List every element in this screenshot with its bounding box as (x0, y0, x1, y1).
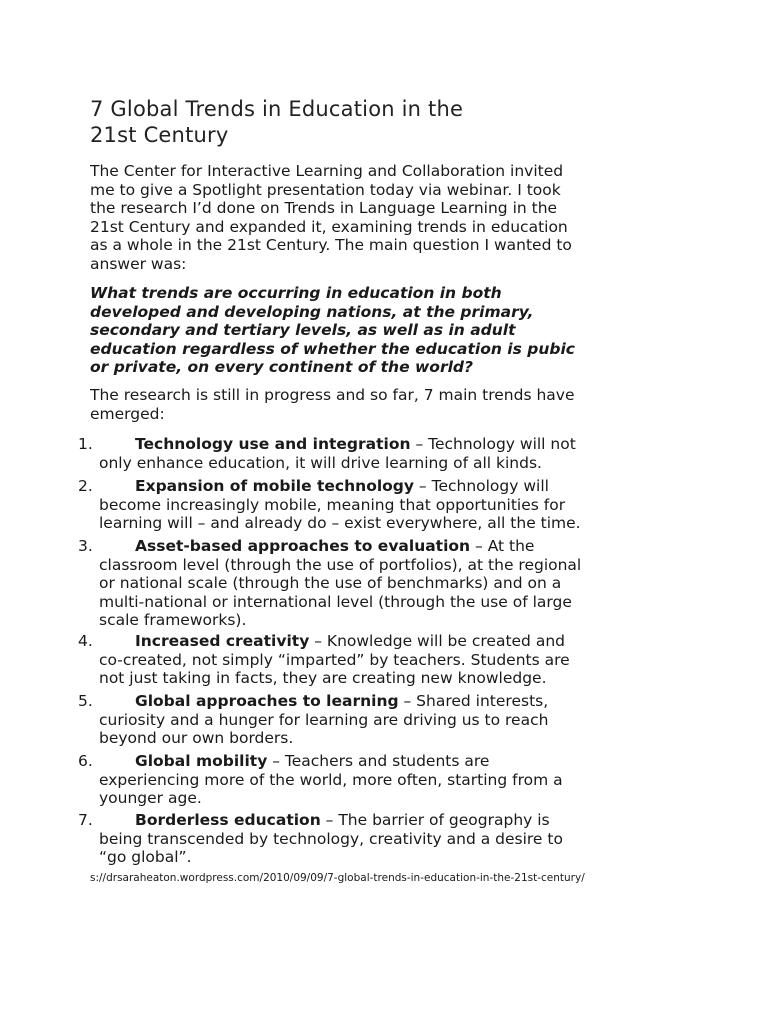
trend-text: – Shared interests, (398, 692, 549, 710)
trend-item-1 (78, 435, 684, 472)
trend-item-7 (78, 811, 684, 867)
trend-name: Technology use and integration (135, 435, 411, 453)
trend-name: Expansion of mobile technology (135, 477, 414, 495)
trend-number: 5. (78, 692, 93, 710)
trend-text: co-created, not simply “imparted” by teachers. Students are (99, 650, 570, 669)
title-line: 7 Global Trends in Education in the (90, 97, 464, 121)
trend-name: Asset-based approaches to evaluation (135, 537, 471, 555)
progress-line: emerged: (90, 404, 165, 423)
page-title (90, 96, 650, 148)
trend-text: experiencing more of the world, more often, starting from a (99, 770, 563, 789)
question-line: or private, on every continent of the world? (90, 358, 473, 376)
trend-item-6 (78, 752, 684, 808)
trend-name: Increased creativity (135, 632, 310, 650)
research-question (90, 284, 680, 377)
trend-name: Global approaches to learning (135, 692, 399, 710)
trend-number: 2. (78, 477, 93, 495)
question-line: developed and developing nations, at the primary, (90, 302, 534, 321)
trend-text: learning will – and already do – exist everywhere, all the time. (99, 514, 581, 532)
intro-line: 21st Century and expanded it, examining trends in education (90, 217, 568, 236)
trend-text: become increasingly mobile, meaning that opportunities for (99, 495, 566, 514)
trend-item-5 (78, 692, 684, 748)
intro-paragraph (90, 162, 680, 273)
intro-line: The Center for Interactive Learning and Collaboration invited (90, 162, 564, 180)
source-url: s://drsaraheaton.wordpress.com/2010/09/09/7-global-trends-in-education-in-the-21st-century/ (90, 872, 585, 884)
trend-name: Borderless education (135, 811, 321, 829)
trend-text: being transcended by technology, creativity and a desire to (99, 829, 563, 848)
trend-item-2 (78, 477, 684, 533)
intro-line: as a whole in the 21st Century. The main question I wanted to (90, 236, 572, 254)
trend-text: – Knowledge will be created and (309, 632, 565, 650)
trend-text: – The barrier of geography is (320, 811, 550, 829)
trend-text: not just taking in facts, they are creating new knowledge. (99, 669, 547, 687)
intro-line: the research I’d done on Trends in Language Learning in the (90, 199, 558, 217)
intro-line: me to give a Spotlight presentation today via webinar. I took (90, 180, 561, 199)
trend-text: only enhance education, it will drive learning of all kinds. (99, 453, 542, 472)
trend-number: 6. (78, 752, 93, 770)
question-line: What trends are occurring in education in both (90, 284, 502, 302)
trend-text: beyond our own borders. (99, 729, 294, 747)
trend-text: – Technology will not (410, 435, 576, 453)
trend-text: or national scale (through the use of benchmarks) and on a (99, 574, 562, 592)
intro-line: answer was: (90, 254, 187, 273)
progress-line: The research is still in progress and so far, 7 main trends have (90, 386, 575, 404)
trend-text: classroom level (through the use of portfolios), at the regional (99, 555, 582, 574)
trend-item-3 (78, 537, 684, 630)
trend-name: Global mobility (135, 752, 268, 770)
trend-number: 4. (78, 632, 93, 650)
question-line: secondary and tertiary levels, as well as in adult (90, 321, 516, 339)
trend-number: 1. (78, 435, 93, 453)
title-line: 21st Century (90, 123, 229, 147)
trend-text: – Teachers and students are (267, 752, 490, 770)
trend-text: multi-national or international level (through the use of large (99, 592, 572, 611)
question-line: education regardless of whether the education is pubic (90, 339, 575, 358)
progress-paragraph (90, 386, 680, 423)
trend-item-4 (78, 632, 684, 688)
trend-text: scale frameworks). (99, 611, 247, 629)
trend-text: – At the (470, 537, 535, 555)
trend-number: 3. (78, 537, 93, 555)
trend-text: “go global”. (99, 848, 192, 866)
trend-text: curiosity and a hunger for learning are driving us to reach (99, 710, 549, 729)
trend-number: 7. (78, 811, 93, 829)
trend-text: younger age. (99, 789, 202, 807)
trend-text: – Technology will (414, 477, 549, 495)
